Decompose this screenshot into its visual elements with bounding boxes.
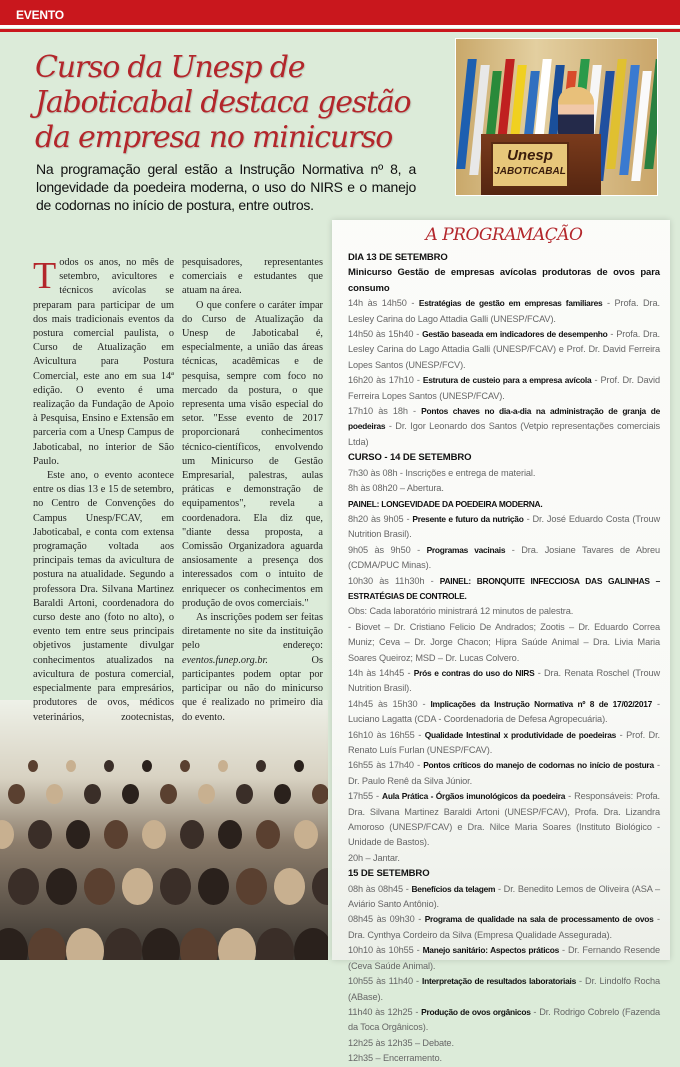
audience-head bbox=[104, 820, 128, 849]
audience-head bbox=[66, 760, 76, 772]
program-item-time: 16h55 às 17h40 - bbox=[348, 760, 424, 771]
podium-sign-line1: Unesp bbox=[507, 147, 553, 164]
program-item-time: Obs: Cada laboratório ministrará 12 minutos de palestra. bbox=[348, 606, 574, 617]
program-item-time: 14h45 às 15h30 - bbox=[348, 698, 431, 709]
program-item-time: 10h55 às 11h40 - bbox=[348, 976, 423, 987]
program-item-time: 7h30 às 08h - Inscrições e entrega de material. bbox=[348, 467, 536, 478]
program-item-topic: Interpretação de resultados laboratoriais bbox=[422, 976, 576, 987]
program-item-time: 10h30 às 11h30h - bbox=[348, 575, 440, 586]
program-item-topic: Programa de qualidade na sala de processamento de ovos bbox=[424, 914, 654, 925]
program-item-speaker: - Prof. Dr. David Ferreira Lopes Santos (UNESP/FCAV). bbox=[348, 375, 660, 401]
article-paragraph bbox=[33, 256, 174, 469]
audience-head bbox=[160, 868, 191, 905]
program-item bbox=[348, 543, 660, 574]
paragraph-text: Os participantes podem optar por participar ou não do minicurso que é realizado no primeiro dia do evento. bbox=[182, 654, 323, 723]
program-item-time: 20h – Jantar. bbox=[348, 852, 400, 863]
program-item-speaker: - Dr. Benedito Lemos de Oliveira (ASA – Aviário Santo Antônio). bbox=[348, 883, 660, 910]
program-item-topic: Qualidade Intestinal x produtividade de poedeiras bbox=[424, 729, 617, 740]
program-item-speaker: - Dra. Cynthya Cordeiro da Silva (Empresa Qualidade Assegurada). bbox=[348, 914, 660, 940]
program-item bbox=[348, 481, 660, 496]
program-item bbox=[348, 327, 660, 373]
audience-head bbox=[256, 928, 294, 960]
program-item bbox=[348, 620, 660, 666]
program-item bbox=[348, 1051, 660, 1066]
audience-head bbox=[46, 784, 63, 804]
audience-head bbox=[294, 760, 304, 772]
audience-head bbox=[294, 820, 318, 849]
program-item-topic: Prós e contras do uso do NIRS bbox=[413, 667, 535, 678]
program-item bbox=[348, 789, 660, 851]
program-heading-text: CURSO - 14 DE SETEMBRO bbox=[348, 452, 472, 464]
audience-head bbox=[160, 784, 177, 804]
podium bbox=[481, 134, 601, 196]
program-heading-text: 15 DE SETEMBRO bbox=[348, 868, 430, 880]
program-item bbox=[348, 296, 660, 327]
program-item-topic: Presente e futuro da nutrição bbox=[412, 513, 524, 524]
program-item bbox=[348, 974, 660, 1005]
program-item bbox=[348, 882, 660, 913]
program-item-topic: PAINEL: BRONQUITE INFECCIOSA DAS GALINHAS – ESTRATÉGIAS DE CONTROLE. bbox=[348, 575, 660, 601]
article-paragraph bbox=[182, 611, 323, 725]
program-day-heading bbox=[348, 866, 660, 881]
article-body bbox=[33, 256, 323, 725]
audience-head bbox=[312, 784, 328, 804]
program-item-speaker: - Dra. Josiane Tavares de Abreu (CDMA/PUC Minas). bbox=[348, 544, 660, 571]
audience-head bbox=[180, 820, 204, 849]
program-item-time: 16h20 às 17h10 - bbox=[348, 375, 423, 386]
audience-head bbox=[198, 784, 215, 804]
program-item-speaker: - Prof. Dr. Renato Luís Furlan (UNESP/FCAV). bbox=[348, 729, 660, 755]
program-item-speaker: - Dr. Fernando Resende (Ceva Saúde Animal). bbox=[348, 945, 660, 971]
audience-head bbox=[218, 760, 228, 772]
program-item-topic: Implicações da Instrução Normativa nº 8 de 17/02/2017 bbox=[430, 698, 653, 709]
section-header-bar bbox=[0, 0, 680, 28]
program-item-topic: Estratégias de gestão em empresas familiares bbox=[418, 298, 603, 309]
program-item bbox=[348, 943, 660, 974]
article-paragraph: O que confere o caráter ímpar do Curso de Atualização da Unesp de Jaboticabal é, especialmente, a união das áreas técnicas, acadêmicas e de pesquisa, sempre com foco no mercado da postura, o que representa uma visão especial do setor. "Esse evento de 2017 proporcionará conhecimentos técnico-científicos, envolvendo um Minicurso de Gestão Empresarial, palestras, aulas práticas e demonstração de equipamentos", revela a coordenadora. Ela diz que, "diante dessa proposta, a Comissão Organizadora aguarda ansiosamente a presença dos interessados com o intuito de enriquecer os conhecimentos em produção de ovos comerciais." bbox=[182, 299, 323, 609]
podium-sign-line2: JABOTICABAL bbox=[494, 166, 566, 177]
program-item-speaker: - Dr. Lindolfo Rocha (ABase). bbox=[348, 976, 661, 1002]
program-item-time: 11h40 às 12h25 - bbox=[348, 1006, 422, 1017]
program-item-speaker: - Dr. Paulo Renê da Silva Júnior. bbox=[348, 760, 660, 786]
paragraph-text: As inscrições podem ser feitas diretamente no site da instituição pelo endereço: bbox=[182, 612, 323, 652]
section-label: EVENTO bbox=[16, 8, 64, 22]
audience-head bbox=[198, 868, 229, 905]
program-item-time: 14h às 14h45 - bbox=[348, 667, 414, 678]
program-item bbox=[348, 666, 660, 697]
program-item-topic: Manejo sanitário: Aspectos práticos bbox=[422, 945, 559, 956]
program-item-speaker: - Responsáveis: Profa. Dra. Silvana Martinez Baraldi Artoni (UNESP/FCAV), Profa. Dra. Lizandra Amoroso (UNESP/FCAV) e Dra. Nilce Maria Soares (Instituto Biológico - Unidade de Bastos). bbox=[348, 791, 660, 848]
program-item bbox=[348, 851, 660, 866]
program-item-time: 10h10 às 10h55 - bbox=[348, 945, 423, 956]
audience-head bbox=[84, 868, 115, 905]
program-item-speaker: - Dra. Renata Roschel (Trouw Nutrition Brasil). bbox=[348, 667, 660, 694]
audience-head bbox=[236, 868, 267, 905]
program-item bbox=[348, 373, 660, 404]
article-title: Curso da Unesp de Jaboticabal destaca gestão da empresa no minicurso bbox=[35, 50, 411, 155]
program-heading-text: Minicurso Gestão de empresas avícolas produtoras de ovos para consumo bbox=[348, 267, 660, 294]
audience-head bbox=[180, 928, 218, 960]
program-item-speaker: - Profa. Dra. Lesley Carina do Lago Attadia Galli (UNESP/FCAV) e Prof. Dr. David Ferreira Lopes Santos (UNESP/FCV). bbox=[348, 329, 661, 370]
speaker-photo bbox=[455, 38, 658, 196]
program-item-time: 8h às 08h20 – Abertura. bbox=[348, 483, 444, 494]
program-item bbox=[348, 1005, 660, 1036]
audience-head bbox=[84, 784, 101, 804]
audience-head bbox=[312, 868, 328, 905]
program-item bbox=[348, 758, 660, 789]
program-item-topic: Programas vacinais bbox=[426, 544, 506, 555]
program-item-time: 9h05 às 9h50 - bbox=[348, 544, 427, 555]
program-item-topic: Benefícios da telagem bbox=[411, 883, 496, 894]
program-item-topic: Pontos chaves no dia-a-dia na administração de granja de poedeiras bbox=[348, 406, 660, 432]
audience-head bbox=[28, 820, 52, 849]
audience-head bbox=[28, 760, 38, 772]
audience-head bbox=[142, 820, 166, 849]
program-item-topic: Pontos críticos do manejo de codornas no início de postura bbox=[423, 760, 654, 771]
audience-head bbox=[256, 820, 280, 849]
program-item bbox=[348, 404, 660, 450]
program-item bbox=[348, 728, 660, 759]
program-list bbox=[348, 250, 660, 1067]
audience-head bbox=[294, 928, 328, 960]
program-item-speaker: - Dr. José Eduardo Costa (Trouw Nutrition Brasil). bbox=[348, 513, 660, 540]
program-day-heading bbox=[348, 250, 660, 265]
program-item-topic: Produção de ovos orgânicos bbox=[421, 1006, 531, 1017]
program-item-time: 17h55 - bbox=[348, 791, 383, 802]
program-day-heading bbox=[348, 265, 660, 296]
program-item bbox=[348, 1036, 660, 1051]
program-item-time: 14h50 às 15h40 - bbox=[348, 329, 423, 340]
program-item bbox=[348, 697, 660, 728]
program-item-time: 08h45 às 09h30 - bbox=[348, 914, 425, 925]
audience-head bbox=[236, 784, 253, 804]
audience-photo bbox=[0, 700, 328, 960]
program-item-time: 16h10 às 16h55 - bbox=[348, 729, 425, 740]
audience-head bbox=[28, 928, 66, 960]
article-paragraph: Este ano, o evento acontece entre os dias 13 e 15 de setembro, no Centro de Convenções do Campus Unesp/FCAV, em Jaboticabal, e conta com extensa programação voltada aos principais temas da avicultura de postura na atualidade. Segundo a professora Dra. Silvana Martinez Baraldi Artoni, coordenadora do curso deste ano (foto no alto), o evento tem entre seus principais objetivos justamente divulgar conhecimentos atualizados na avicultura de postura comercial, especialmente para empresários, produtores de ovos, médicos veterinários, zootecnistas, pesquisadores, representantes comerciais e estudantes que atuam na área. bbox=[33, 257, 323, 723]
program-item bbox=[348, 574, 660, 605]
program-item bbox=[348, 512, 660, 543]
audience-head bbox=[256, 760, 266, 772]
program-item-time: 12h25 às 12h35 – Debate. bbox=[348, 1037, 454, 1048]
audience-head bbox=[8, 784, 25, 804]
audience-head bbox=[180, 760, 190, 772]
program-day-heading bbox=[348, 450, 660, 465]
program-item bbox=[348, 466, 660, 481]
program-item bbox=[348, 912, 660, 943]
program-item-time: 14h às 14h50 - bbox=[348, 298, 419, 309]
audience-head bbox=[66, 928, 104, 960]
audience-head bbox=[218, 820, 242, 849]
program-item-topic: Estrutura de custeio para a empresa avícola bbox=[422, 375, 592, 386]
audience-head bbox=[142, 760, 152, 772]
audience-head bbox=[0, 928, 28, 960]
program-box bbox=[332, 220, 670, 1064]
drop-cap: T bbox=[33, 255, 57, 297]
program-heading-text: DIA 13 DE SETEMBRO bbox=[348, 252, 448, 263]
program-item-speaker: - Dr. Igor Leonardo dos Santos (Vetpio representações comerciais Ltda) bbox=[348, 421, 660, 447]
audience-head bbox=[218, 928, 256, 960]
program-item bbox=[348, 497, 660, 512]
program-item-time: - Biovet – Dr. Cristiano Felicio De Andrados; Zootis – Dr. Eduardo Correa Muniz; Ceva – Dr. Jorge Chacon; Hipra Saúde Animal – Dra. Livia Maria Soares Queiroz; MSD – Dr. Lucas Colvero. bbox=[348, 621, 660, 663]
program-title: A PROGRAMAÇÃO bbox=[425, 225, 583, 245]
program-item-time: 17h10 às 18h - bbox=[348, 406, 422, 417]
podium-sign bbox=[491, 142, 569, 188]
program-item-speaker: - Dr. Rodrigo Cobrelo (Fazenda da Toca Orgânicos). bbox=[348, 1006, 661, 1033]
program-item-speaker: - Profa. Dra. Lesley Carina do Lago Attadia Galli (UNESP/FCAV). bbox=[348, 298, 660, 324]
audience-head bbox=[122, 784, 139, 804]
program-item-topic: Aula Prática - Órgãos imunológicos da poedeira bbox=[382, 791, 566, 802]
program-item-topic: Gestão baseada em indicadores de desempenho bbox=[422, 329, 608, 340]
audience-head bbox=[142, 928, 180, 960]
program-item-time: 8h20 às 9h05 - bbox=[348, 513, 413, 524]
program-item-time: 08h às 08h45 - bbox=[348, 883, 412, 894]
audience-head bbox=[66, 820, 90, 849]
speaker-figure bbox=[558, 87, 594, 137]
article-lead: Na programação geral estão a Instrução Normativa nº 8, a longevidade da poedeira moderna, o uso do NIRS e o manejo de codornas no início de postura, entre outros. bbox=[36, 161, 416, 213]
audience-head bbox=[104, 928, 142, 960]
audience-head bbox=[274, 868, 305, 905]
program-item-time: 12h35 – Encerramento. bbox=[348, 1053, 442, 1064]
program-item-topic: PAINEL: LONGEVIDADE DA POEDEIRA MODERNA. bbox=[348, 498, 543, 509]
audience-head bbox=[104, 760, 114, 772]
audience-head bbox=[46, 868, 77, 905]
audience-head bbox=[0, 820, 14, 849]
program-item-speaker: - Luciano Lagatta (CDA - Coordenadoria de Defesa Agropecuária). bbox=[348, 698, 660, 725]
program-item bbox=[348, 604, 660, 619]
audience-head bbox=[122, 868, 153, 905]
audience-head bbox=[274, 784, 291, 804]
paragraph-text: odos os anos, no mês de setembro, avicultores e técnicos avícolas se preparam para participar de um dos mais tradicionais eventos da postura comercial paulista, o Curso de Atualização em Avicultura para Postura Comercial, este ano em sua 14ª edição. O evento é uma realização da Fundação de Apoio à Pesquisa, Ensino e Extensão em parceria com a Unesp Campus de Jaboticabal, no interior de São Paulo. bbox=[33, 257, 174, 467]
audience-head bbox=[8, 868, 39, 905]
registration-url: eventos.funep.org.br. bbox=[182, 654, 268, 666]
